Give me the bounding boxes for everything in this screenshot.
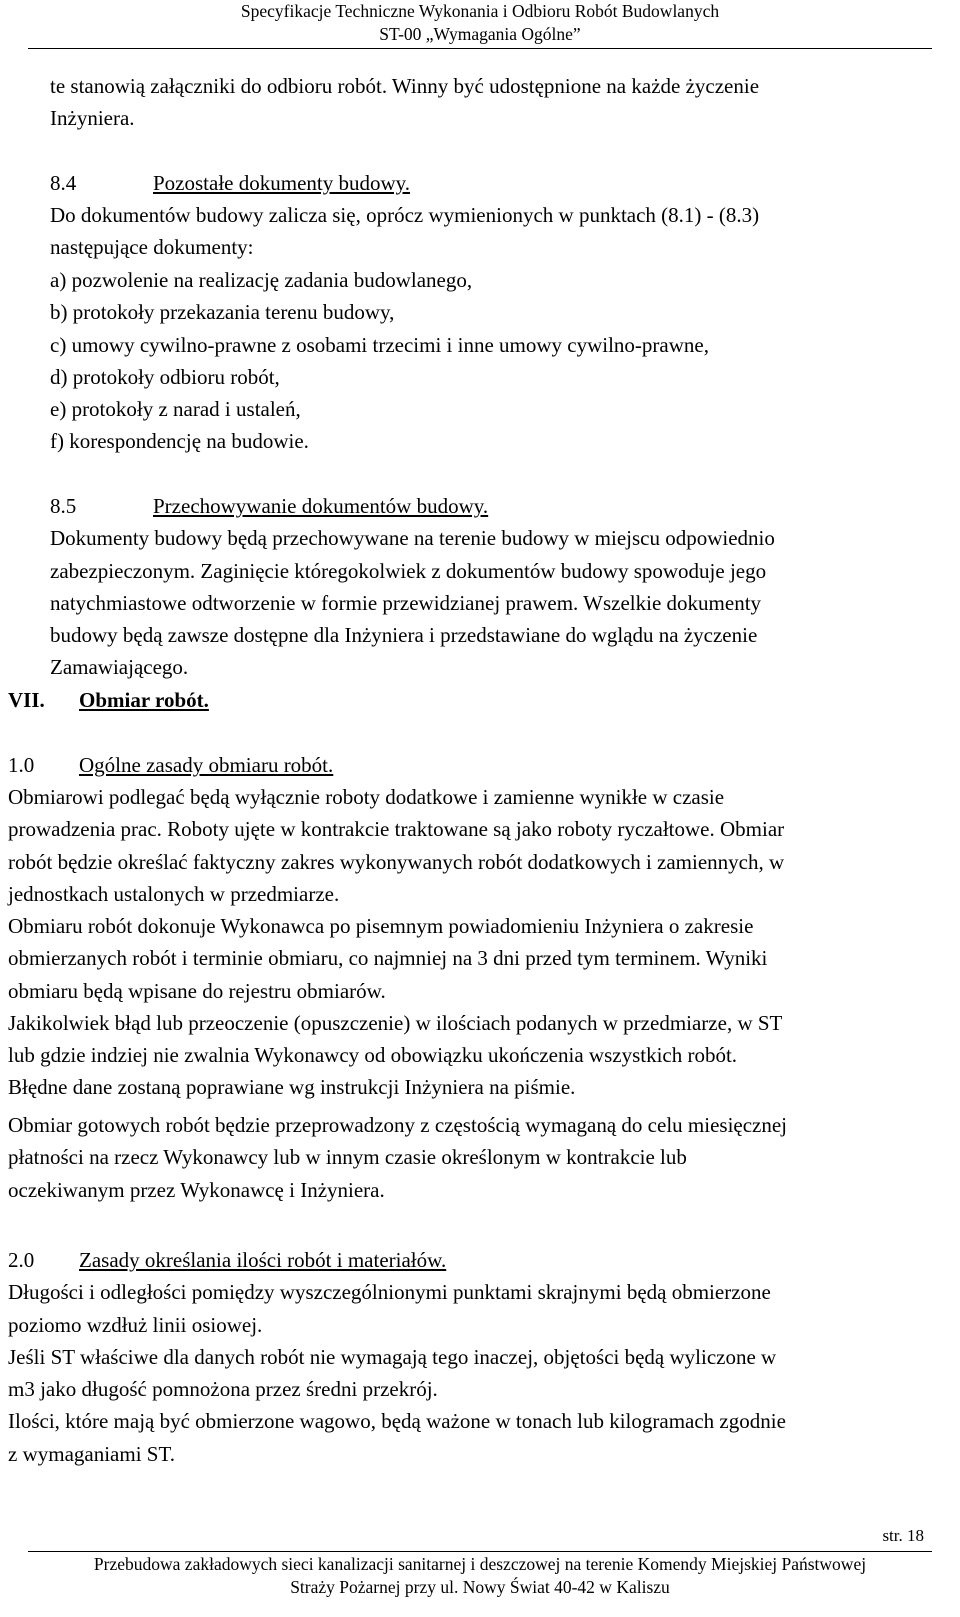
paragraph-line: budowy będą zawsze dostępne dla Inżyniera i przedstawiane do wglądu na życzenie — [50, 623, 758, 647]
chapter-heading: Obmiar robót. — [79, 688, 209, 712]
list-item: f) korespondencję na budowie. — [50, 429, 309, 453]
paragraph-line: te stanowią załączniki do odbioru robót. Winny być udostępnione na każde życzenie — [50, 74, 760, 98]
header-title: Specyfikacje Techniczne Wykonania i Odbioru Robót Budowlanych — [240, 1, 720, 21]
page-number: str. 18 — [882, 1526, 924, 1545]
paragraph-line: Ilości, które mają być obmierzone wagowo, będą ważone w tonach lub kilogramach zgodnie — [8, 1409, 786, 1433]
paragraph-line: obmiaru będą wpisane do rejestru obmiarów. — [8, 979, 386, 1003]
section-number: 2.0 — [8, 1248, 35, 1272]
section-number: 1.0 — [8, 753, 35, 777]
paragraph-line: Długości i odległości pomiędzy wyszczególnionymi punktami skrajnymi będą obmierzone — [8, 1280, 771, 1304]
paragraph-line: prowadzenia prac. Roboty ujęte w kontrakcie traktowane są jako roboty ryczałtowe. Obmiar — [8, 817, 785, 841]
paragraph-line: Obmiar gotowych robót będzie przeprowadzony z częstością wymaganą do celu miesięcznej — [8, 1113, 788, 1137]
paragraph-line: płatności na rzecz Wykonawcy lub w innym czasie określonym w kontrakcie lub — [8, 1145, 687, 1169]
paragraph-line: oczekiwanym przez Wykonawcę i Inżyniera. — [8, 1178, 385, 1202]
paragraph-line: poziomo wzdłuż linii osiowej. — [8, 1313, 263, 1337]
paragraph-line: Dokumenty budowy będą przechowywane na terenie budowy w miejscu odpowiednio — [50, 526, 775, 550]
paragraph-line: Jeśli ST właściwe dla danych robót nie wymagają tego inaczej, objętości będą wyliczone w — [8, 1345, 777, 1369]
section-heading: Ogólne zasady obmiaru robót. — [79, 753, 334, 777]
list-item: d) protokoły odbioru robót, — [50, 365, 280, 389]
header-subtitle: ST-00 „Wymagania Ogólne” — [379, 24, 581, 44]
list-item: b) protokoły przekazania terenu budowy, — [50, 300, 395, 324]
paragraph-line: następujące dokumenty: — [50, 235, 254, 259]
paragraph-line: zabezpieczonym. Zaginięcie któregokolwiek z dokumentów budowy spowoduje jego — [50, 559, 767, 583]
list-item: c) umowy cywilno-prawne z osobami trzecimi i inne umowy cywilno-prawne, — [50, 333, 709, 357]
paragraph-line: Zamawiającego. — [50, 655, 189, 679]
paragraph-line: m3 jako długość pomnożona przez średni przekrój. — [8, 1377, 438, 1401]
paragraph-line: Obmiarowi podlegać będą wyłącznie roboty dodatkowe i zamienne wynikłe w czasie — [8, 785, 725, 809]
paragraph-line: lub gdzie indziej nie zwalnia Wykonawcy od obowiązku ukończenia wszystkich robót. — [8, 1043, 738, 1067]
paragraph-line: z wymaganiami ST. — [8, 1442, 175, 1466]
paragraph-line: jednostkach ustalonych w przedmiarze. — [8, 882, 340, 906]
paragraph-line: Do dokumentów budowy zalicza się, oprócz wymienionych w punktach (8.1) - (8.3) — [50, 203, 760, 227]
paragraph-line: Błędne dane zostaną poprawiane wg instrukcji Inżyniera na piśmie. — [8, 1075, 576, 1099]
section-heading: Zasady określania ilości robót i materiałów. — [79, 1248, 447, 1272]
paragraph-line: Jakikolwiek błąd lub przeoczenie (opuszczenie) w ilościach podanych w przedmiarze, w ST — [8, 1011, 783, 1035]
footer-project-address: Straży Pożarnej przy ul. Nowy Świat 40-42 w Kaliszu — [290, 1577, 670, 1597]
paragraph-line: robót będzie określać faktyczny zakres wykonywanych robót dodatkowych i zamiennych, w — [8, 850, 785, 874]
footer-project-title: Przebudowa zakładowych sieci kanalizacji sanitarnej i deszczowej na terenie Komendy Miejskiej Państwowej — [93, 1554, 867, 1574]
list-item: a) pozwolenie na realizację zadania budowlanego, — [50, 268, 473, 292]
section-number: 8.5 — [50, 494, 77, 518]
paragraph-line: Inżyniera. — [50, 106, 135, 130]
section-heading: Przechowywanie dokumentów budowy. — [153, 494, 489, 518]
header-divider — [28, 48, 932, 49]
section-number: 8.4 — [50, 171, 77, 195]
paragraph-line: Obmiaru robót dokonuje Wykonawca po pisemnym powiadomieniu Inżyniera o zakresie — [8, 914, 754, 938]
paragraph-line: natychmiastowe odtworzenie w formie przewidzianej prawem. Wszelkie dokumenty — [50, 591, 762, 615]
section-heading: Pozostałe dokumenty budowy. — [153, 171, 411, 195]
list-item: e) protokoły z narad i ustaleń, — [50, 397, 301, 421]
footer-divider — [28, 1551, 932, 1552]
chapter-number: VII. — [8, 688, 45, 712]
paragraph-line: obmierzanych robót i terminie obmiaru, co najmniej na 3 dni przed tym terminem. Wyniki — [8, 946, 768, 970]
